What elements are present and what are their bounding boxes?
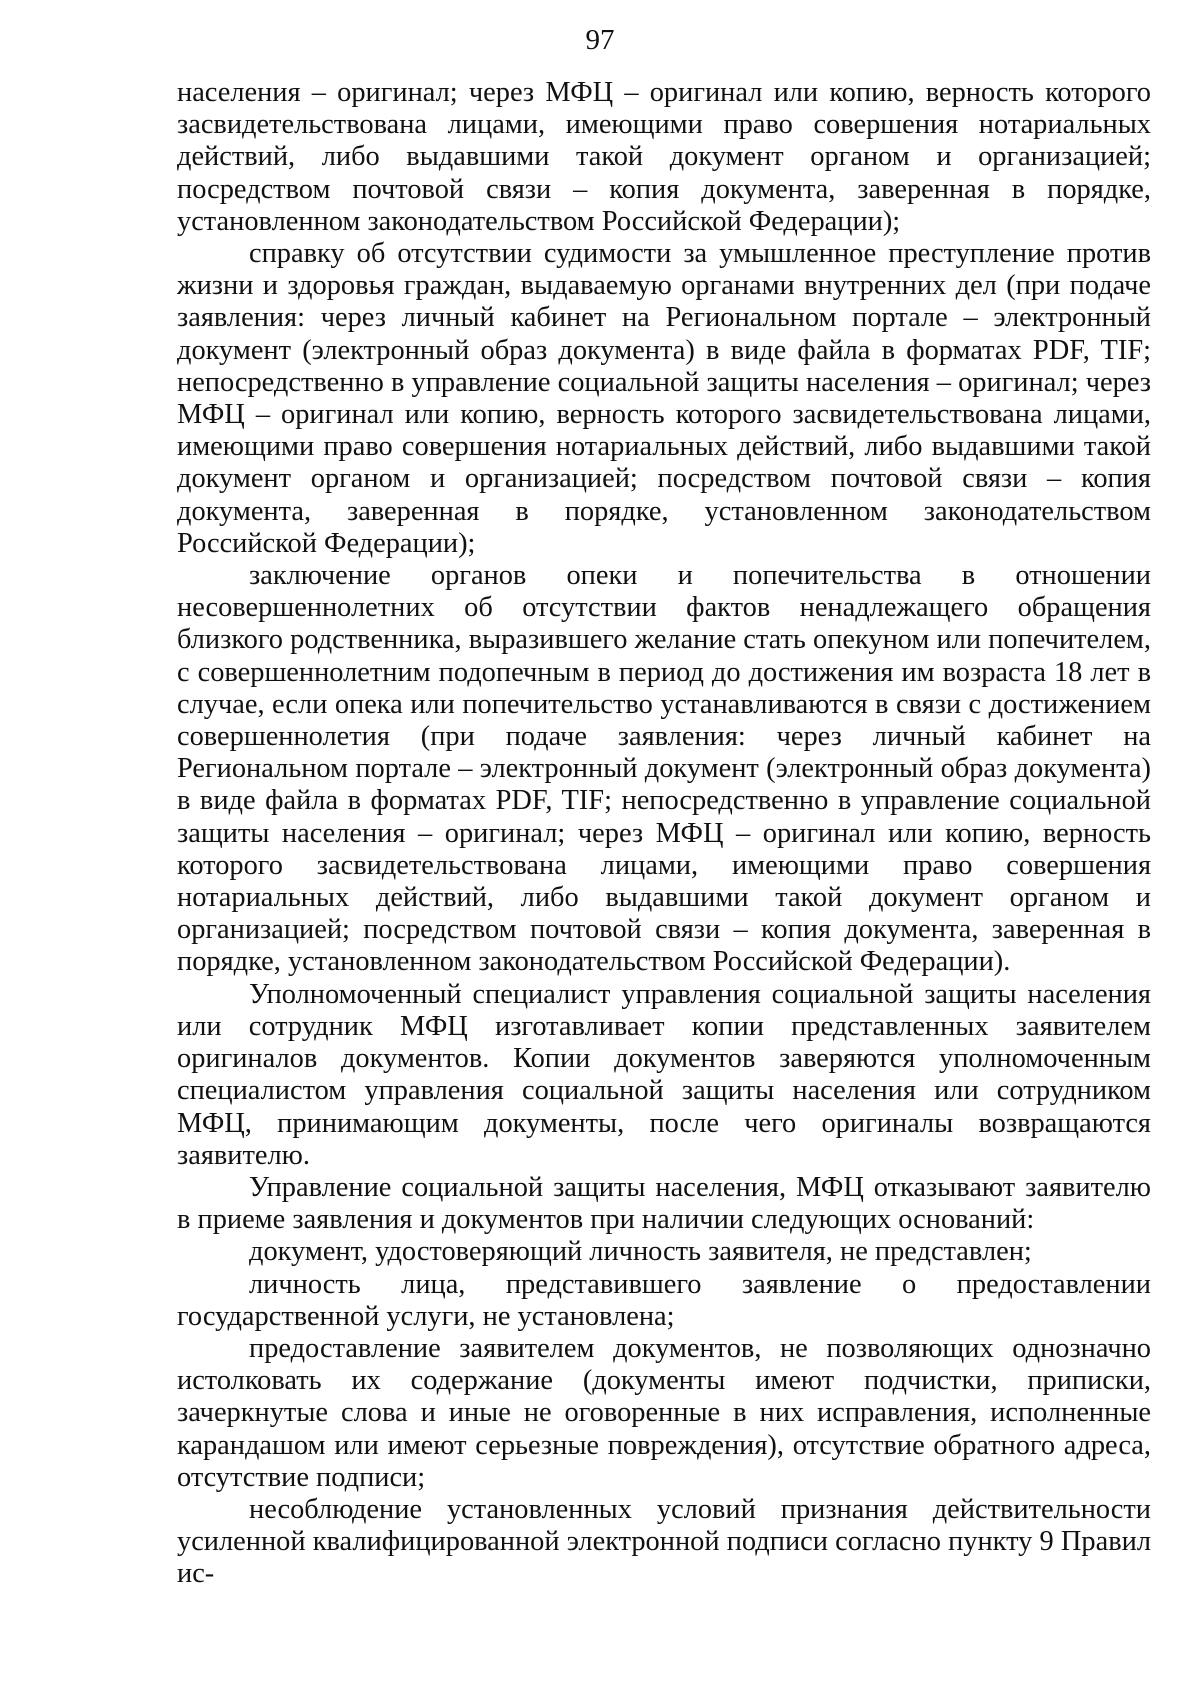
paragraph-5: Управление социальной защиты населения, МФЦ отказывают заявителю в приеме заявления и документов при наличии следующих оснований: <box>177 1171 1151 1236</box>
paragraph-7: личность лица, представившего заявление о предоставлении государственной услуги, не установлена; <box>177 1268 1151 1332</box>
page-number: 97 <box>585 24 615 56</box>
paragraph-8: предоставление заявителем документов, не позволяющих однозначно истолковать их содержание (документы имеют подчистки, приписки, зачеркнутые слова и иные не оговоренные в них исправления, исполненные карандашом или имеют серьезные повреждения), отсутствие обратного адреса, отсутствие подписи; <box>177 1332 1151 1493</box>
paragraph-4: Уполномоченный специалист управления социальной защиты населения или сотрудник МФЦ изготавливает копии представленных заявителем оригиналов документов. Копии документов заверяются уполномоченным специалистом управления социальной защиты населения или сотрудником МФЦ, принимающим документы, после чего оригиналы возвращаются заявителю. <box>177 978 1151 1171</box>
document-body <box>177 77 1151 1591</box>
paragraph-9: несоблюдение установленных условий признания действительности усиленной квалифицированной электронной подписи согласно пункту 9 Правил ис- <box>177 1493 1151 1590</box>
paragraph-6: документ, удостоверяющий личность заявителя, не представлен; <box>249 1236 1032 1268</box>
paragraph-3: заключение органов опеки и попечительства в отношении несовершеннолетних об отсутствии фактов ненадлежащего обращения близкого родственника, выразившего желание стать опекуном или попечителем, с совершеннолетним подопечным в период до достижения им возраста 18 лет в случае, если опека или попечительство устанавливаются в связи с достижением совершеннолетия (при подаче заявления: через личный кабинет на Региональном портале – электронный документ (электронный образ документа) в виде файла в форматах PDF, TIF; непосредственно в управление социальной защиты населения – оригинал; через МФЦ – оригинал или копию, верность которого засвидетельствована лицами, имеющими право совершения нотариальных действий, либо выдавшими такой документ органом и организацией; посредством почтовой связи – копия документа, заверенная в порядке, установленном законодательством Российской Федерации). <box>177 560 1151 978</box>
paragraph-2: справку об отсутствии судимости за умышленное преступление против жизни и здоровья граждан, выдаваемую органами внутренних дел (при подаче заявления: через личный кабинет на Региональном портале – электронный документ (электронный образ документа) в виде файла в форматах PDF, TIF; непосредственно в управление социальной защиты населения – оригинал; через МФЦ – оригинал или копию, верность которого засвидетельствована лицами, имеющими право совершения нотариальных действий, либо выдавшими такой документ органом и организацией; посредством почтовой связи – копия документа, заверенная в порядке, установленном законодательством Российской Федерации); <box>177 238 1151 559</box>
paragraph-1: населения – оригинал; через МФЦ – оригинал или копию, верность которого засвидетельствована лицами, имеющими право совершения нотариальных действий, либо выдавшими такой документ органом и организацией; посредством почтовой связи – копия документа, заверенная в порядке, установленном законодательством Российской Федерации); <box>177 77 1151 237</box>
